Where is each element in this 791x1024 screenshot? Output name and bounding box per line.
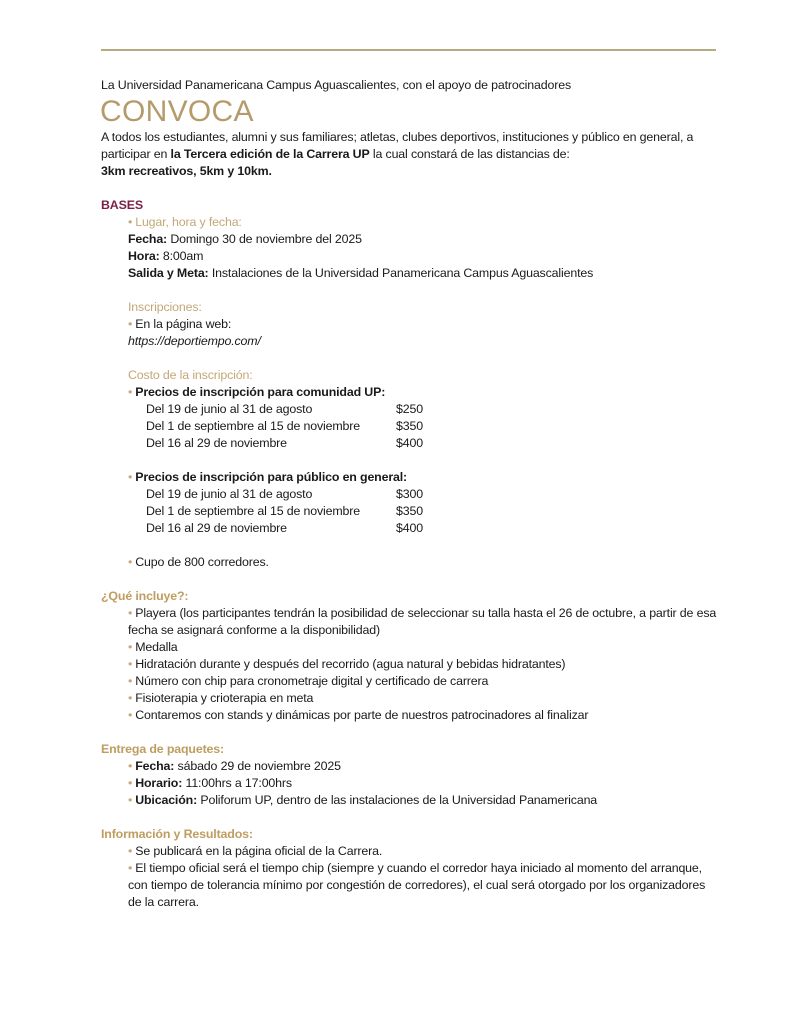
incluye-item-text: Hidratación durante y después del recorrido (agua natural y bebidas hidratantes) <box>135 657 566 671</box>
fecha-label: Fecha: <box>128 232 168 246</box>
intro-text: La Universidad Panamericana Campus Aguascalientes, con el apoyo de patrocinadores <box>101 78 572 92</box>
convoca-heading: CONVOCA <box>100 95 254 128</box>
lugar-subtitle-text: Lugar, hora y fecha: <box>135 215 242 229</box>
header-rule <box>101 49 716 51</box>
bullet-icon: • <box>128 606 133 620</box>
price-period: Del 16 al 29 de noviembre <box>146 521 287 535</box>
price-amount: $350 <box>396 504 423 518</box>
lugar-subtitle <box>128 214 721 231</box>
incluye-item-text: Fisioterapia y crioterapia en meta <box>135 691 314 705</box>
resultados-list <box>101 843 721 911</box>
incluye-item <box>128 605 721 639</box>
bullet-icon: • <box>128 674 133 688</box>
incluye-item-text: Playera (los participantes tendrán la posibilidad de seleccionar su talla hasta el 26 de octubre, a partir de esa fecha se asignará conforme a la disponibilidad) <box>128 606 717 637</box>
entrega-item <box>128 792 721 809</box>
hora-label: Hora: <box>128 249 160 263</box>
incluye-item-text: Contaremos con stands y dinámicas por parte de nuestros patrocinadores al finalizar <box>135 708 589 722</box>
price-group-comunidad <box>128 384 721 452</box>
salida-label: Salida y Meta: <box>128 266 209 280</box>
price-row <box>128 503 721 520</box>
resultados-heading: Información y Resultados: <box>101 827 253 841</box>
bases-heading: BASES <box>101 198 143 212</box>
incluye-heading: ¿Qué incluye?: <box>101 589 189 603</box>
price-row <box>128 486 721 503</box>
resultados-item-text: Se publicará en la página oficial de la Carrera. <box>135 844 383 858</box>
lead-text-2: la cual constará de las distancias de: <box>369 147 570 161</box>
price-period: Del 16 al 29 de noviembre <box>146 436 287 450</box>
incluye-item-text: Número con chip para cronometraje digital y certificado de carrera <box>135 674 489 688</box>
bullet-icon: • <box>128 861 133 875</box>
lead-text-1: A todos los estudiantes, alumni y sus familiares; atletas, clubes deportivos, instituciones y público en general, a participar en <box>101 130 694 161</box>
bullet-icon: • <box>128 640 133 654</box>
entrega-item-value: Poliforum UP, dentro de las instalaciones de la Universidad Panamericana <box>197 793 598 807</box>
entrega-item-label: Horario: <box>135 776 183 790</box>
web-line <box>128 316 721 333</box>
bullet-icon: • <box>128 470 133 484</box>
bases-section <box>101 214 721 571</box>
bullet-icon: • <box>128 215 133 229</box>
bullet-icon: • <box>128 793 133 807</box>
registration-link[interactable]: https://deportiempo.com/ <box>128 334 261 348</box>
lead-event-name: la Tercera edición de la Carrera UP <box>170 147 370 161</box>
bullet-icon: • <box>128 759 133 773</box>
price-amount: $400 <box>396 436 423 450</box>
price-row <box>128 401 721 418</box>
price-period: Del 1 de septiembre al 15 de noviembre <box>146 504 361 518</box>
price-group-title-text: Precios de inscripción para público en general: <box>135 470 408 484</box>
incluye-item <box>128 639 721 656</box>
entrega-heading: Entrega de paquetes: <box>101 742 224 756</box>
resultados-item <box>128 860 721 911</box>
price-amount: $400 <box>396 521 423 535</box>
incluye-item <box>128 656 721 673</box>
salida-line <box>128 265 721 282</box>
price-row <box>128 435 721 452</box>
bullet-icon: • <box>128 776 133 790</box>
fecha-value: Domingo 30 de noviembre del 2025 <box>167 232 362 246</box>
bullet-icon: • <box>128 691 133 705</box>
price-period: Del 19 de junio al 31 de agosto <box>146 402 313 416</box>
cupo-text: Cupo de 800 corredores. <box>135 555 269 569</box>
entrega-list <box>101 758 721 809</box>
web-label: En la página web: <box>135 317 232 331</box>
price-group-publico <box>128 469 721 537</box>
costo-subtitle: Costo de la inscripción: <box>128 368 253 382</box>
bullet-icon: • <box>128 317 133 331</box>
bullet-icon: • <box>128 844 133 858</box>
convocatoria-document <box>101 77 721 911</box>
incluye-item <box>128 673 721 690</box>
resultados-item-text: El tiempo oficial será el tiempo chip (siempre y cuando el corredor haya iniciado al momento del arranque, con tiempo de tolerancia mínimo por congestión de corredores), el cual será otorgado por los organizadores de la carrera. <box>128 861 706 909</box>
price-amount: $300 <box>396 487 423 501</box>
lead-paragraph <box>101 129 721 180</box>
bullet-icon: • <box>128 385 133 399</box>
entrega-item <box>128 758 721 775</box>
price-period: Del 1 de septiembre al 15 de noviembre <box>146 419 361 433</box>
fecha-line <box>128 231 721 248</box>
incluye-item <box>128 690 721 707</box>
entrega-item-value: sábado 29 de noviembre 2025 <box>174 759 341 773</box>
hora-line <box>128 248 721 265</box>
price-row <box>128 418 721 435</box>
entrega-item-label: Ubicación: <box>135 793 198 807</box>
lead-distances: 3km recreativos, 5km y 10km. <box>101 164 272 178</box>
bullet-icon: • <box>128 708 133 722</box>
entrega-item-value: 11:00hrs a 17:00hrs <box>182 776 292 790</box>
incluye-item <box>128 707 721 724</box>
entrega-item <box>128 775 721 792</box>
resultados-item <box>128 843 721 860</box>
price-group-title <box>128 384 721 401</box>
entrega-item-label: Fecha: <box>135 759 175 773</box>
cupo-line <box>128 554 721 571</box>
price-period: Del 19 de junio al 31 de agosto <box>146 487 313 501</box>
hora-value: 8:00am <box>159 249 204 263</box>
salida-value: Instalaciones de la Universidad Panamericana Campus Aguascalientes <box>208 266 594 280</box>
bullet-icon: • <box>128 657 133 671</box>
incluye-item-text: Medalla <box>135 640 178 654</box>
inscripciones-subtitle: Inscripciones: <box>128 300 202 314</box>
incluye-list <box>101 605 721 724</box>
price-group-title-text: Precios de inscripción para comunidad UP: <box>135 385 386 399</box>
price-amount: $250 <box>396 402 423 416</box>
price-group-title <box>128 469 721 486</box>
price-row <box>128 520 721 537</box>
bullet-icon: • <box>128 555 133 569</box>
price-amount: $350 <box>396 419 423 433</box>
